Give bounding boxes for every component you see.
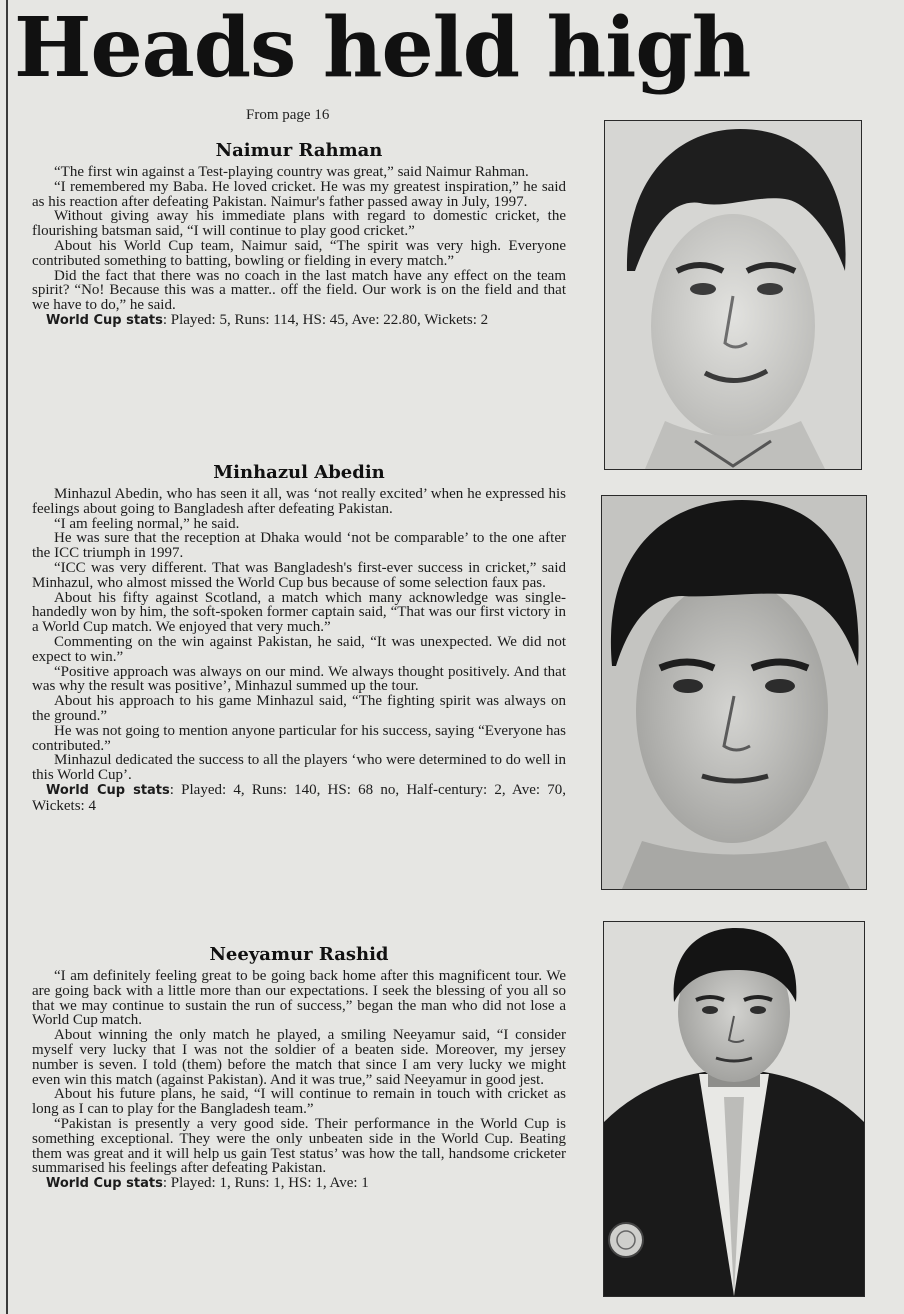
world-cup-stats [32,783,566,814]
article-paragraph: Did the fact that there was no coach in the last match have any effect on the team spirit? “No! Because this was a matter.. off the field. Our work is on the field and that we have to do,” he said. [32,267,566,314]
article-paragraph: “I remembered my Baba. He loved cricket. He was my greatest inspiration,” he said as his reaction after defeating Pakistan. Naimur's father passed away in July, 1997. [32,178,566,210]
stats-values: : Played: 4, Runs: 140, HS: 68 no, Half-century: 2, Ave: 70, Wickets: 4 [32,781,566,814]
article-paragraph: About his fifty against Scotland, a match which many acknowledge was single-handedly won by him, the soft-spoken former captain said, “That was our first victory in a World Cup match. We enjoyed that very much.” [32,589,566,636]
article-paragraph: About his approach to his game Minhazul said, “The fighting spirit was always on the ground.” [32,693,566,724]
stats-label: World Cup stats [46,1176,163,1192]
article-paragraph: Without giving away his immediate plans with regard to domestic cricket, the flourishing batsman said, “I will continue to play good cricket.” [32,208,566,240]
photo-minhazul-abedin [601,495,867,890]
article-naimur-rahman [32,140,566,452]
article-paragraph: “Positive approach was always on our mind. We always thought positively. And that was why the result was positive’, Minhazul summed up the tour. [32,663,566,695]
article-name: Neeyamur Rashid [209,944,389,965]
article-paragraph: About winning the only match he played, a smiling Neeyamur said, “I consider myself very lucky that I was not the soldier of a beaten side. Moreover, my jersey number is seven. I told (them) before the match that since I am very lucky we might even win this match (against Pakistan). And it was true,” said Neeyamur in good jest. [32,1027,566,1088]
article-paragraph: “I am definitely feeling great to be going back home after this magnificent tour. We are going back with a little more than our expectations. I seek the blessing of you all so that we may continue to sustain the run of success,” began the man who did not lose a World Cup match. [32,968,566,1029]
article-paragraph: “I am feeling normal,” he said. [54,515,240,532]
article-paragraph: He was not going to mention anyone particular for his success, saying “Everyone has contributed.” [32,722,566,754]
article-name: Minhazul Abedin [213,462,385,483]
from-page-note: From page 16 [246,107,330,123]
article-paragraph: About his future plans, he said, “I will continue to remain in touch with cricket as long as I can to play for the Bangladesh team.” [32,1086,566,1118]
portrait-image [602,496,866,889]
stats-values: : Played: 1, Runs: 1, HS: 1, Ave: 1 [162,1175,369,1192]
blazer-crest-icon [609,1223,643,1257]
photo-neeyamur-rashid [603,921,865,1297]
article-paragraph: Minhazul dedicated the success to all the players ‘who were determined to do well in this World Cup’. [32,752,566,784]
article-neeyamur-rashid [32,944,566,1310]
article-minhazul-abedin [32,462,566,940]
headline: Heads held high [14,0,751,96]
world-cup-stats [32,313,566,329]
stats-label: World Cup stats [46,782,170,798]
photo-naimur-rahman [604,120,862,470]
article-paragraph: “ICC was very different. That was Bangladesh's first-ever success in cricket,” said Minhazul, who almost missed the World Cup bus because of some selection faux pas. [32,559,566,591]
stats-label: World Cup stats [46,312,163,328]
article-paragraph: Commenting on the win against Pakistan, he said, “It was unexpected. We did not expect to win.” [32,633,566,665]
article-name: Naimur Rahman [215,140,383,161]
left-column-rule [6,0,8,1314]
portrait-image [604,922,864,1296]
article-paragraph: “Pakistan is presently a very good side. Their performance in the World Cup is something exceptional. They were the only unbeaten side in the World Cup. Beating them was great and it will help us gain Test status’ was how the tall, handsome cricketer summarised his feelings after defeating Pakistan. [32,1115,566,1177]
article-paragraph: About his World Cup team, Naimur said, “The spirit was very high. Everyone contributed something to batting, bowling or fielding in every match.” [32,237,566,269]
article-paragraph: “The first win against a Test-playing country was great,” said Naimur Rahman. [54,164,529,180]
article-paragraph: He was sure that the reception at Dhaka would ‘not be comparable’ to the one after the ICC triumph in 1997. [32,530,566,562]
stats-values: : Played: 5, Runs: 114, HS: 45, Ave: 22.80, Wickets: 2 [162,311,489,328]
world-cup-stats [32,1176,566,1192]
article-paragraph: Minhazul Abedin, who has seen it all, was ‘not really excited’ when he expressed his feelings about going to Bangladesh after defeating Pakistan. [32,486,566,517]
portrait-image [605,121,861,469]
